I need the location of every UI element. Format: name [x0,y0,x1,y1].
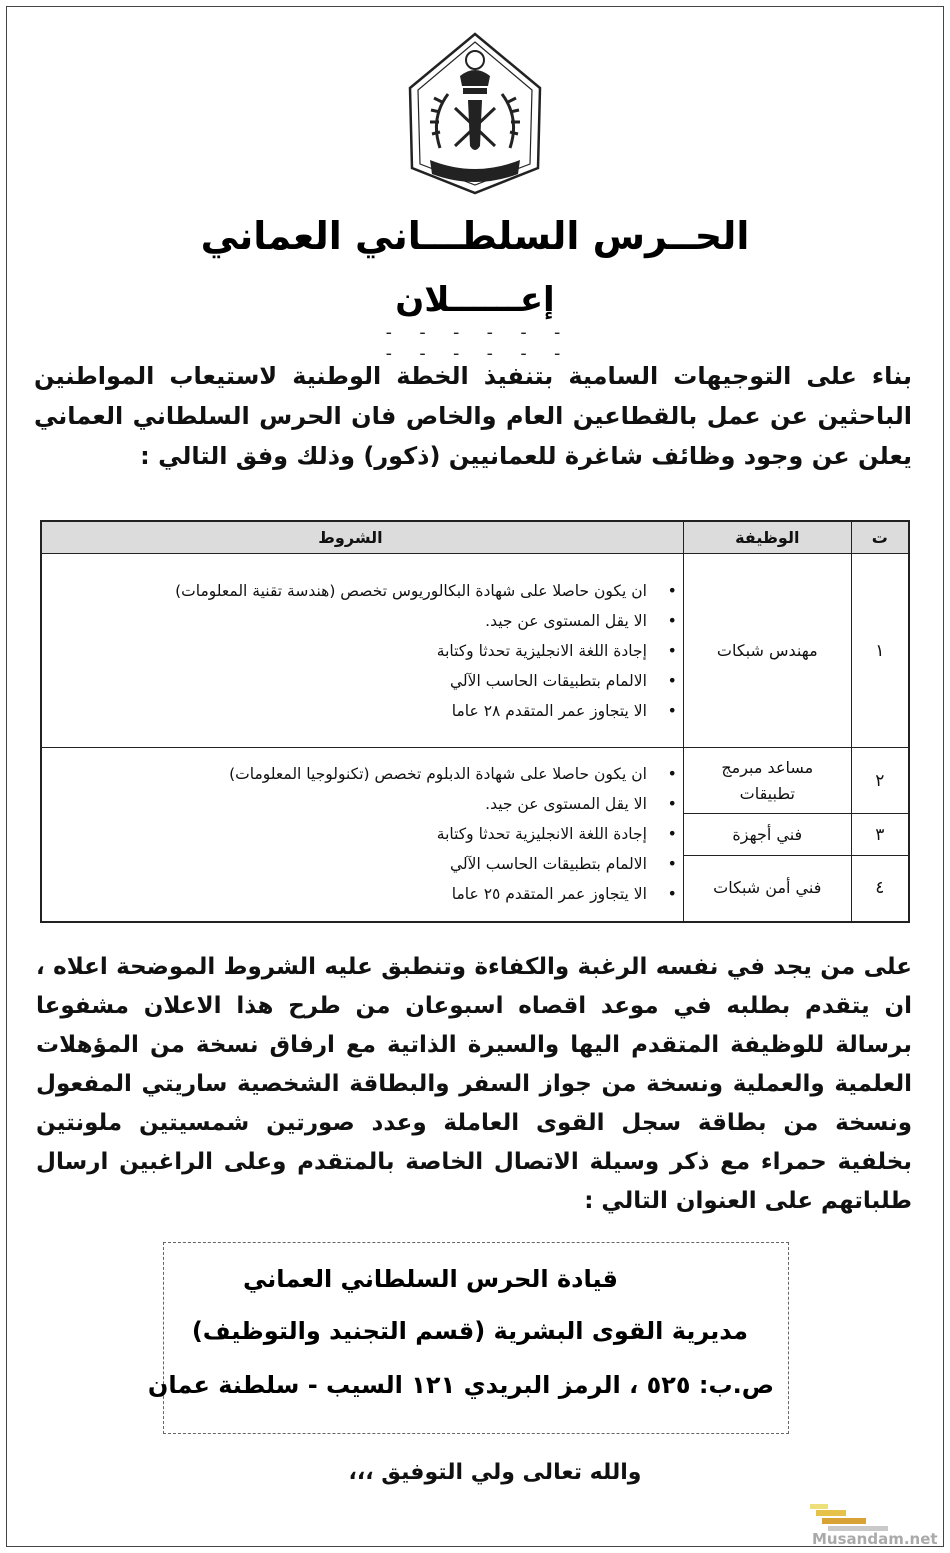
closing-line: والله تعالى ولي التوفيق ،،، [348,1460,642,1485]
condition-item: • إجادة اللغة الانجليزية تحدثا وكتابة [50,819,651,849]
row-job: فني أمن شبكات [683,856,851,922]
organization-title: الحــرس السلطـــاني العماني [200,214,750,258]
jobs-table [40,520,910,923]
header-num: ت [851,521,909,554]
row-num: ١ [851,554,909,748]
watermark-text: Musandam.net [812,1530,938,1548]
table-row [41,748,909,814]
address-line-2: مديرية القوى البشرية (قسم التجنيد والتوظيف) [191,1317,748,1345]
intro-paragraph: بناء على التوجيهات السامية بتنفيذ الخطة الوطنية لاستيعاب المواطنين الباحثين عن عمل بالقطاعين العام والخاص فان الحرس السلطاني العماني يعلن عن وجود وظائف شاغرة للعمانيين (ذكور) وذلك وفق التالي : [34,362,912,470]
condition-item: • ان يكون حاصلا على شهادة البكالوريوس تخصص (هندسة تقنية المعلومات) [50,576,651,606]
conditions-list [50,759,651,909]
announcement-heading: إعــــــلان [395,280,555,320]
condition-item: • الا يتجاوز عمر المتقدم ٢٥ عاما [50,879,651,909]
separator: - - - - - - - - - - - - [383,322,569,364]
table-row [41,554,909,748]
address-line-1: قيادة الحرس السلطاني العماني [243,1265,618,1293]
row-job: مهندس شبكات [683,554,851,748]
condition-item: • إجادة اللغة الانجليزية تحدثا وكتابة [50,636,651,666]
royal-guard-emblem-icon [400,28,550,198]
row-job: مساعد مبرمج تطبيقات [683,748,851,814]
condition-item: • الالمام بتطبيقات الحاسب الآلي [50,849,651,879]
header-job: الوظيفة [683,521,851,554]
row-job: فني أجهزة [683,814,851,856]
condition-item: • الا يقل المستوى عن جيد. [50,789,651,819]
condition-item: • ان يكون حاصلا على شهادة الدبلوم تخصص (تكنولوجيا المعلومات) [50,759,651,789]
application-paragraph: على من يجد في نفسه الرغبة والكفاءة وتنطبق عليه الشروط الموضحة اعلاه ، ان يتقدم بطلبه في موعد اقصاه اسبوعان من طرح هذا الاعلان مشفوعا برسالة للوظيفة المتقدم اليها والسيرة الذاتية مع ارفاق نسخة من المؤهلات العلمية والعملية ونسخة من جواز السفر والبطاقة الشخصية ساريتي المفعول ونسخة من بطاقة سجل القوى العاملة وعدد صورتين شمسيتين ملونتين بخلفية حمراء مع ذكر وسيلة الاتصال الخاصة بالمتقدم وعلى الراغبين ارسال طلباتهم على العنوان التالي : [36,954,912,1214]
row-num: ٣ [851,814,909,856]
table-header-row [41,521,909,554]
row-num: ٤ [851,856,909,922]
header-conditions: الشروط [41,521,683,554]
condition-item: • الالمام بتطبيقات الحاسب الآلي [50,666,651,696]
condition-item: • الا يقل المستوى عن جيد. [50,606,651,636]
row-num: ٢ [851,748,909,814]
conditions-list [50,576,651,726]
conditions-cell [41,748,683,922]
conditions-cell [41,554,683,748]
address-line-3: ص.ب: ٥٢٥ ، الرمز البريدي ١٢١ السيب - سلطنة عمان [147,1371,774,1399]
condition-item: • الا يتجاوز عمر المتقدم ٢٨ عاما [50,696,651,726]
address-box [147,1242,789,1434]
